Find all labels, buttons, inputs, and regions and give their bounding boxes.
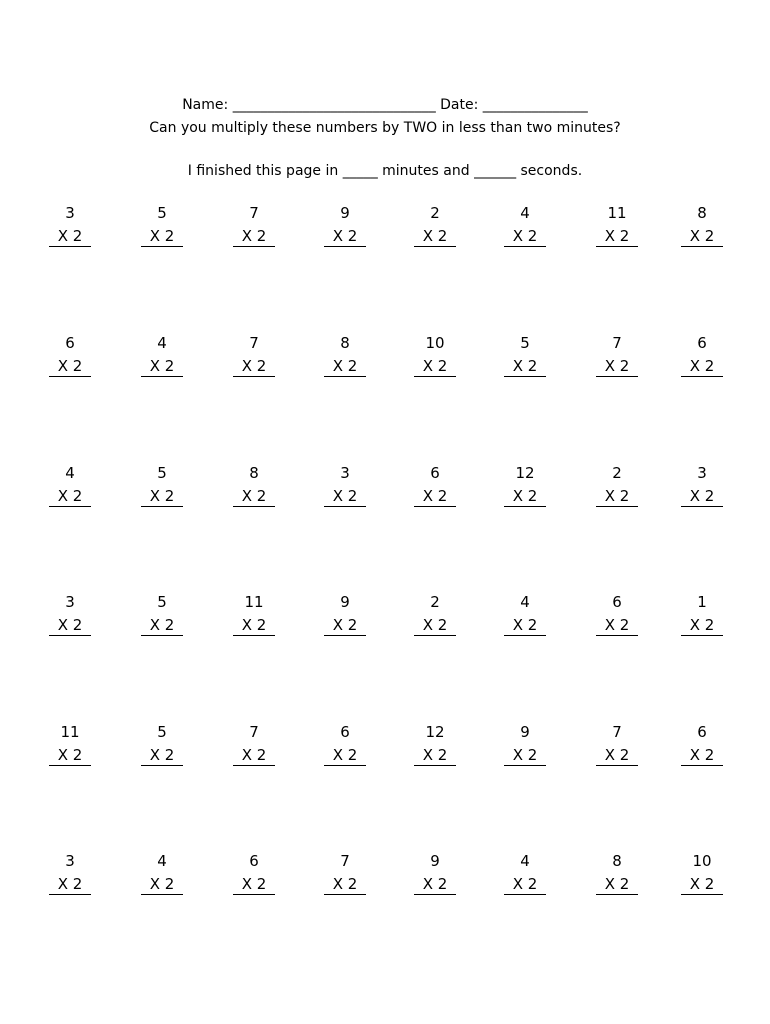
multiplier: X 2 [681,746,723,766]
multiplicand: 10 [692,852,712,870]
multiplier: X 2 [324,487,366,507]
multiplicand: 3 [65,593,75,611]
multiplier: X 2 [414,227,456,247]
multiplier: X 2 [681,357,723,377]
multiplier: X 2 [681,487,723,507]
multiplier: X 2 [324,227,366,247]
multiplier: X 2 [414,487,456,507]
problem-item [395,723,475,766]
problem-item [577,852,657,895]
multiplicand: 5 [157,204,167,222]
problem-item [30,723,110,766]
multiplicand: 3 [340,464,350,482]
problem-item [485,723,565,766]
problem-item [214,464,294,507]
multiplicand: 6 [612,593,622,611]
name-label: Name: [182,97,229,113]
multiplier: X 2 [233,357,275,377]
problem-item [30,464,110,507]
multiplier: X 2 [233,875,275,895]
multiplicand: 5 [520,334,530,352]
multiplicand: 2 [430,593,440,611]
multiplier: X 2 [141,487,183,507]
multiplicand: 11 [244,593,264,611]
problem-item [662,204,742,247]
multiplier: X 2 [233,746,275,766]
multiplicand: 7 [340,852,350,870]
problem-item [122,723,202,766]
problem-item [305,204,385,247]
multiplicand: 1 [697,593,707,611]
multiplicand: 6 [340,723,350,741]
multiplier: X 2 [141,616,183,636]
multiplier: X 2 [596,357,638,377]
problem-item [662,334,742,377]
multiplier: X 2 [49,616,91,636]
multiplicand: 8 [340,334,350,352]
multiplicand: 10 [425,334,445,352]
problem-item [577,593,657,636]
multiplicand: 4 [65,464,75,482]
problem-item [214,723,294,766]
problem-item [214,334,294,377]
multiplicand: 4 [520,204,530,222]
multiplicand: 12 [425,723,445,741]
multiplier: X 2 [596,616,638,636]
date-label: Date: [440,97,479,113]
multiplier: X 2 [49,227,91,247]
multiplicand: 6 [65,334,75,352]
multiplier: X 2 [504,487,546,507]
problem-item [577,723,657,766]
multiplicand: 5 [157,723,167,741]
multiplier: X 2 [324,616,366,636]
multiplier: X 2 [414,616,456,636]
multiplier: X 2 [504,227,546,247]
problem-item [214,852,294,895]
multiplicand: 6 [697,334,707,352]
multiplier: X 2 [141,746,183,766]
problem-item [305,464,385,507]
multiplier: X 2 [596,746,638,766]
multiplicand: 12 [515,464,535,482]
problem-item [577,204,657,247]
multiplier: X 2 [233,616,275,636]
multiplier: X 2 [504,616,546,636]
problem-item [122,593,202,636]
multiplier: X 2 [324,746,366,766]
multiplier: X 2 [324,357,366,377]
problem-item [395,464,475,507]
multiplier: X 2 [141,875,183,895]
multiplier: X 2 [49,746,91,766]
minutes-label: minutes and [382,163,470,179]
multiplicand: 4 [157,852,167,870]
finished-prefix: I finished this page in [187,163,339,179]
multiplicand: 3 [697,464,707,482]
multiplier: X 2 [596,487,638,507]
problem-item [122,852,202,895]
seconds-blank: ______ [474,163,517,179]
multiplicand: 7 [612,334,622,352]
seconds-label: seconds. [520,163,583,179]
problem-item [485,464,565,507]
multiplicand: 6 [430,464,440,482]
multiplicand: 11 [607,204,627,222]
multiplicand: 7 [249,204,259,222]
problem-item [485,204,565,247]
multiplicand: 4 [157,334,167,352]
multiplicand: 7 [612,723,622,741]
problem-item [577,334,657,377]
problem-item [305,723,385,766]
problem-item [662,593,742,636]
multiplier: X 2 [681,875,723,895]
multiplier: X 2 [414,746,456,766]
multiplicand: 2 [612,464,622,482]
multiplier: X 2 [233,487,275,507]
multiplier: X 2 [233,227,275,247]
multiplicand: 6 [697,723,707,741]
multiplicand: 9 [340,593,350,611]
multiplicand: 4 [520,593,530,611]
multiplier: X 2 [414,357,456,377]
problem-item [214,593,294,636]
problem-item [305,593,385,636]
multiplier: X 2 [49,875,91,895]
multiplier: X 2 [504,875,546,895]
multiplier: X 2 [324,875,366,895]
name-date-line [0,96,770,114]
multiplier: X 2 [141,227,183,247]
problem-item [30,852,110,895]
minutes-blank: _____ [342,163,378,179]
problem-item [30,334,110,377]
multiplier: X 2 [504,746,546,766]
problem-item [30,593,110,636]
multiplicand: 6 [249,852,259,870]
problem-item [305,852,385,895]
multiplicand: 8 [612,852,622,870]
multiplicand: 11 [60,723,80,741]
multiplicand: 3 [65,852,75,870]
multiplier: X 2 [49,357,91,377]
multiplicand: 9 [340,204,350,222]
problem-item [662,464,742,507]
problem-item [662,723,742,766]
name-blank: _____________________________ [232,97,436,113]
problem-item [395,593,475,636]
problem-item [395,334,475,377]
multiplier: X 2 [49,487,91,507]
problem-item [485,334,565,377]
multiplicand: 5 [157,464,167,482]
problem-item [485,593,565,636]
multiplier: X 2 [596,875,638,895]
multiplicand: 8 [249,464,259,482]
multiplicand: 2 [430,204,440,222]
problem-item [577,464,657,507]
multiplicand: 9 [430,852,440,870]
problem-item [122,204,202,247]
finished-time-line [0,162,770,180]
problem-item [395,852,475,895]
problem-item [305,334,385,377]
multiplicand: 7 [249,723,259,741]
problem-item [485,852,565,895]
multiplier: X 2 [414,875,456,895]
problem-item [122,334,202,377]
multiplier: X 2 [596,227,638,247]
problem-item [30,204,110,247]
multiplicand: 4 [520,852,530,870]
multiplier: X 2 [681,227,723,247]
multiplicand: 9 [520,723,530,741]
multiplicand: 7 [249,334,259,352]
multiplier: X 2 [141,357,183,377]
instructions: Can you multiply these numbers by TWO in less than two minutes? [149,120,621,136]
multiplicand: 8 [697,204,707,222]
multiplier: X 2 [504,357,546,377]
date-blank: _______________ [482,97,588,113]
multiplicand: 3 [65,204,75,222]
problem-item [395,204,475,247]
problem-item [662,852,742,895]
problem-item [122,464,202,507]
multiplicand: 5 [157,593,167,611]
problem-item [214,204,294,247]
multiplier: X 2 [681,616,723,636]
